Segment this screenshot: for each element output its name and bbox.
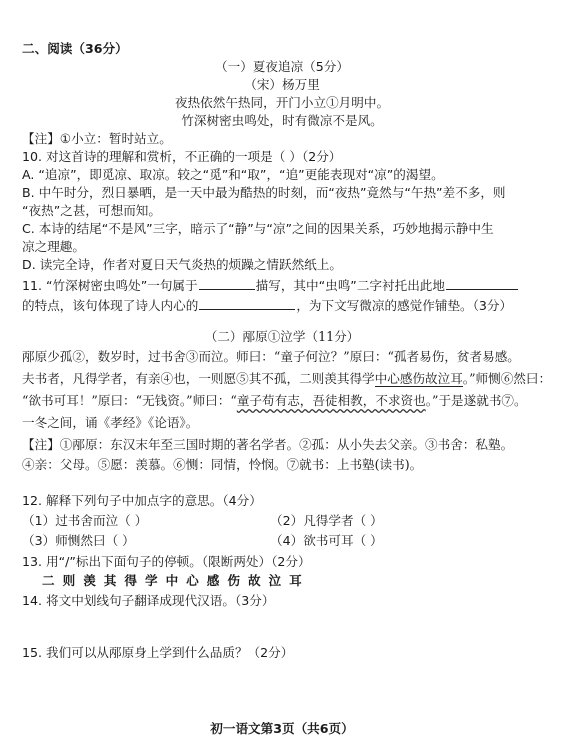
prose-line-2 <box>22 370 551 388</box>
q11-blank-2[interactable] <box>446 276 518 290</box>
q10-option-c: C. 本诗的结尾“不是风”三字，暗示了“静”与“凉”之间的因果关系，巧妙地揭示静中生 <box>22 221 494 236</box>
poem-line-1: 夜热依然午热同，开门小立①月明中。 <box>174 95 390 110</box>
q15-stem: 15. 我们可以从邴原身上学到什么品质？（2分） <box>22 645 294 660</box>
q10-option-b: B. 中午时分，烈日暴晒，是一天中最为酷热的时刻，而“夜热”竟然与“午热”差不多，则 <box>22 185 506 200</box>
q12-stem: 12. 解释下列句子中加点字的意思。（4分） <box>22 493 262 508</box>
section-title: 二、阅读（36分） <box>22 41 128 56</box>
q10-option-a: A. “追凉”，即觅凉、取凉。较之“觅”和“取”，“追”更能表现对“凉”的渴望。 <box>22 167 444 182</box>
prose-line-2-a: 夫书者，凡得学者，有亲④也，一则愿⑤其不孤，二则羡其得学 <box>22 371 375 386</box>
q10-option-d: D. 读完全诗，作者对夏日天气炎热的烦躁之情跃然纸上。 <box>22 257 342 272</box>
q10-option-b-cont: “夜热”之甚，可想而知。 <box>22 203 161 218</box>
q11-text-2: 描写，其中“虫鸣”二字衬托出此地 <box>255 278 445 293</box>
prose-translation-sentence: 童子苟有志，吾徒相教，不求资也 <box>236 393 426 408</box>
page-footer: 初一语文第3页（共6页） <box>210 721 354 736</box>
q11-line-1 <box>22 276 519 295</box>
poem-line-2: 竹深树密虫鸣处，时有微凉不是风。 <box>181 113 383 128</box>
q12-item-3: （3）师恻然曰（ ） <box>22 533 135 548</box>
q11-line-2 <box>22 296 512 315</box>
q13-sentence: 二则羡其得学中心感伤故泣耳 <box>42 573 310 588</box>
q12-item-1: （1）过书舍而泣（ ） <box>22 513 148 528</box>
q13-stem: 13. 用“/”标出下面句子的停顿。（限断两处）（2分） <box>22 554 311 569</box>
q12-item-4: （4）欲书可耳（ ） <box>270 533 383 548</box>
prose-line-3-a: “欲书可耳！”原曰：“无钱资。”师曰：“ <box>22 393 237 408</box>
prose-line-3 <box>22 392 527 410</box>
q14-stem: 14. 将文中划线句子翻译成现代汉语。（3分） <box>22 593 275 608</box>
prose-line-2-c: 。”师恻⑥然曰： <box>462 371 552 386</box>
prose-title: （二）邴原①泣学（11分） <box>204 329 360 344</box>
prose-note-2: ④亲：父母。⑤愿：羡慕。⑥恻：同情，怜悯。⑦就书：上书塾(读书)。 <box>22 457 423 472</box>
poem-title: （一）夏夜追凉（5分） <box>215 59 349 74</box>
prose-underlined-phrase: 中心感伤故泣耳 <box>374 371 463 386</box>
q12-item-2: （2）凡得学者（ ） <box>270 513 383 528</box>
q11-blank-1[interactable] <box>199 276 255 290</box>
prose-line-1: 邴原少孤②，数岁时，过书舍③而泣。师曰：“童子何泣？”原曰：“孤者易伤，贫者易感。 <box>22 349 520 364</box>
q10-option-c-cont: 凉之理趣。 <box>22 239 85 254</box>
prose-note-1: 【注】①邴原：东汉末年至三国时期的著名学者。②孤：从小失去父亲。③书舍：私塾。 <box>22 437 514 452</box>
q11-text-1: 11. “竹深树密虫鸣处”一句属于 <box>22 278 198 293</box>
prose-line-3-c: 。”于是遂就书⑦。 <box>425 393 527 408</box>
q11-text-4: ，为下文写微凉的感觉作铺垫。（3分） <box>296 298 513 313</box>
q11-blank-3[interactable] <box>199 296 295 310</box>
q11-text-3: 的特点，该句体现了诗人内心的 <box>22 298 199 313</box>
q10-stem: 10. 对这首诗的理解和赏析，不正确的一项是（ ）（2分） <box>22 149 342 164</box>
poem-note: 【注】①小立：暂时站立。 <box>22 131 172 146</box>
poem-author: （宋）杨万里 <box>244 77 320 92</box>
prose-line-4: 一冬之间，诵《孝经》《论语》。 <box>22 415 199 430</box>
